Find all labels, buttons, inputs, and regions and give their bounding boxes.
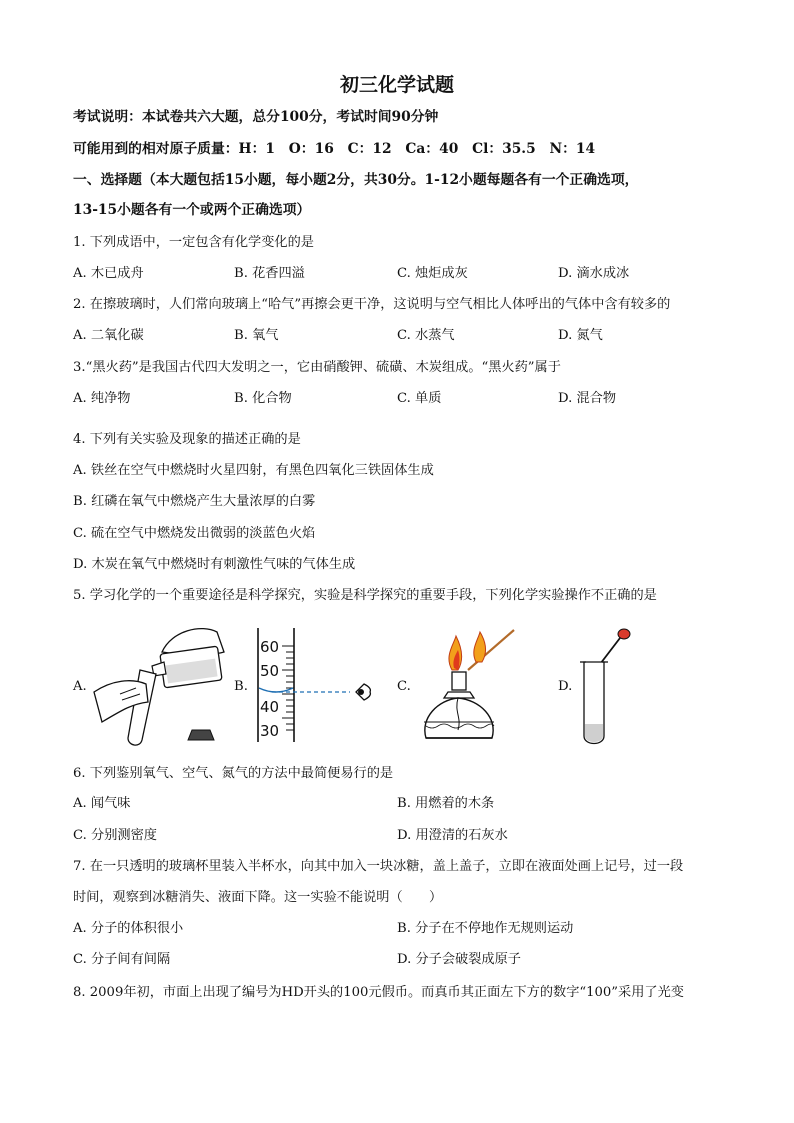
q1-option-d: D. 滴水成冰	[558, 266, 630, 281]
q5-option-b: B.	[234, 679, 248, 694]
page-title: 初三化学试题	[339, 74, 454, 96]
tick-label: 30	[260, 722, 280, 740]
q3-option-a: A. 纯净物	[73, 391, 131, 406]
q1-option-b: B. 花香四溢	[234, 266, 305, 281]
q2-option-a: A. 二氧化碳	[73, 328, 144, 343]
q3-option-d: D. 混合物	[558, 391, 617, 406]
section-heading-cont: 13-15小题各有一个或两个正确选项）	[73, 202, 311, 218]
question-5-stem: 5. 学习化学的一个重要途径是科学探究，实验是科学探究的重要手段，下列化学实验操作不正确的是	[73, 588, 657, 603]
q5-option-d: D.	[558, 679, 573, 694]
q3-option-b: B. 化合物	[234, 391, 292, 406]
section-heading: 一、选择题（本大题包括15小题，每小题2分，共30分。1-12小题每题各有一个正确选项，	[73, 172, 639, 188]
exam-note: 考试说明：本试卷共六大题，总分100分，考试时间90分钟	[73, 109, 439, 125]
q2-option-c: C. 水蒸气	[397, 328, 455, 343]
question-2-stem: 2. 在擦玻璃时，人们常向玻璃上“哈气”再擦会更干净，这说明与空气相比人体呼出的气体中含有较多的	[73, 297, 671, 312]
question-4-stem: 4. 下列有关实验及现象的描述正确的是	[73, 432, 301, 447]
q7-option-a: A. 分子的体积很小	[73, 921, 184, 936]
atomic-mass-note: 可能用到的相对原子质量：H：1 O：16 C：12 Ca：40 Cl：35.5 N：14	[73, 141, 596, 157]
question-7-stem-cont: 时间，观察到冰糖消失、液面下降。这一实验不能说明（ ）	[73, 890, 443, 905]
q4-option-d: D. 木炭在氧气中燃烧时有刺激性气味的气体生成	[73, 557, 356, 572]
question-8-stem: 8. 2009年初，市面上出现了编号为HD开头的100元假币。而真币其正面左下方的数字“100”采用了光变	[73, 985, 684, 1000]
dropper-test-tube-figure	[578, 626, 638, 746]
q7-option-d: D. 分子会破裂成原子	[397, 952, 521, 967]
q5-option-c: C.	[397, 679, 411, 694]
graduated-cylinder-figure	[252, 626, 378, 744]
q2-option-b: B. 氧气	[234, 328, 279, 343]
q6-option-a: A. 闻气味	[73, 796, 131, 811]
q3-option-c: C. 单质	[397, 391, 442, 406]
question-7-stem: 7. 在一只透明的玻璃杯里装入半杯水，向其中加入一块冰糖，盖上盖子，立即在液面处画上记号，过一段	[73, 859, 684, 874]
q4-option-a: A. 铁丝在空气中燃烧时火星四射，有黑色四氧化三铁固体生成	[73, 463, 434, 478]
q5-option-a: A.	[73, 679, 87, 694]
tick-label: 40	[260, 698, 280, 716]
q7-option-b: B. 分子在不停地作无规则运动	[397, 921, 574, 936]
question-1-stem: 1. 下列成语中，一定包含有化学变化的是	[73, 235, 314, 250]
q6-option-b: B. 用燃着的木条	[397, 796, 495, 811]
q2-option-d: D. 氮气	[558, 328, 603, 343]
q6-option-c: C. 分别测密度	[73, 828, 157, 843]
pouring-liquid-figure	[92, 622, 227, 750]
q7-option-c: C. 分子间有间隔	[73, 952, 171, 967]
tick-label: 60	[260, 638, 280, 656]
question-3-stem: 3.“黑火药”是我国古代四大发明之一，它由硝酸钾、硫磺、木炭组成。“黑火药”属于	[73, 360, 561, 375]
q1-option-c: C. 烛炬成灰	[397, 266, 468, 281]
q4-option-c: C. 硫在空气中燃烧发出微弱的淡蓝色火焰	[73, 526, 316, 541]
q1-option-a: A. 木已成舟	[73, 266, 144, 281]
q4-option-b: B. 红磷在氧气中燃烧产生大量浓厚的白雾	[73, 494, 316, 509]
alcohol-lamp-figure	[418, 626, 518, 748]
q6-option-d: D. 用澄清的石灰水	[397, 828, 508, 843]
tick-label: 50	[260, 662, 280, 680]
question-6-stem: 6. 下列鉴别氧气、空气、氮气的方法中最简便易行的是	[73, 766, 394, 781]
